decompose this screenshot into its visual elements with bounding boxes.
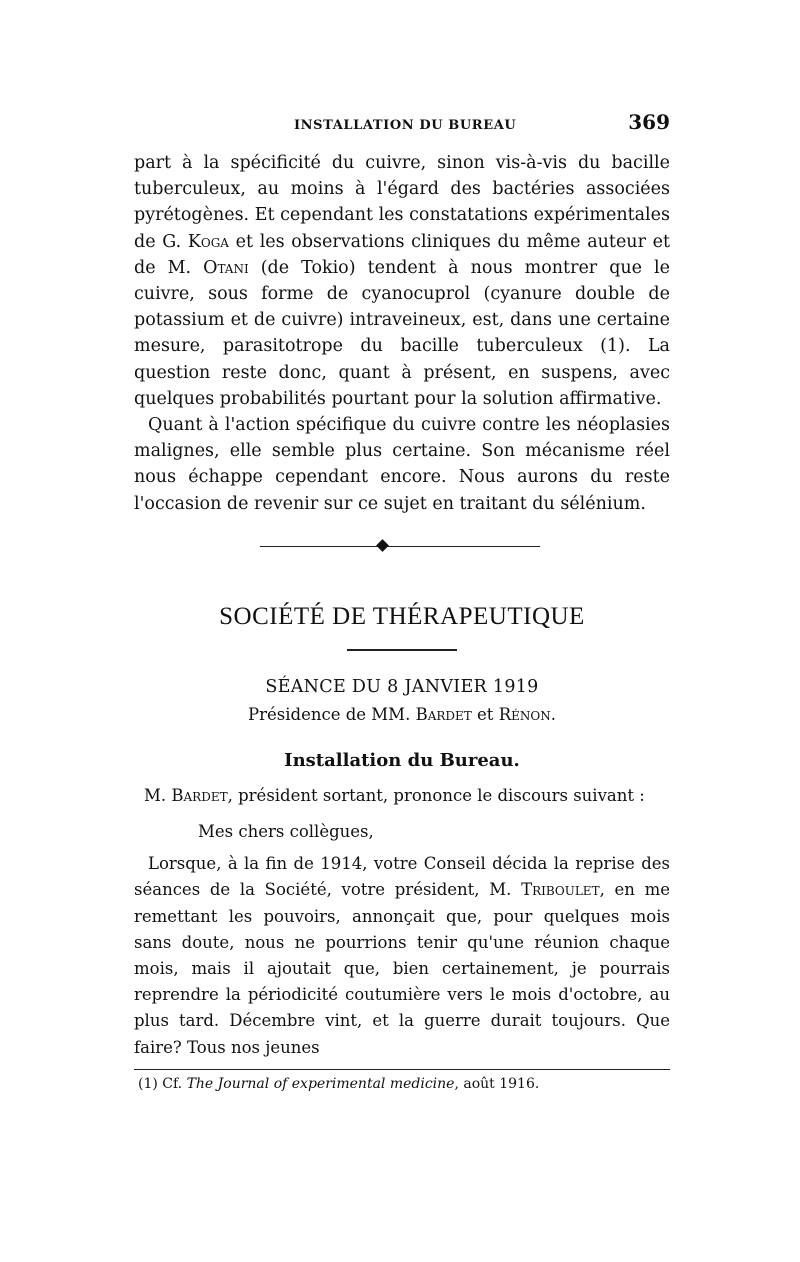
paragraph1-text-3: (de Tokio) tendent à nous montrer que le cuivre, sous forme de cyanocuprol (cyanure double de potassium et de cuivre) intraveineux, est, dans une certaine mesure, parasitotrope du bacille tuberculeux (1). La question reste donc, quant à présent, en suspens, avec quelques probabilités pourtant pour la solution affirmative. (134, 257, 670, 409)
footnote-rule (134, 1069, 670, 1071)
footnote-journal: The Journal of experimental medicine (186, 1076, 455, 1093)
diamond-icon (376, 539, 389, 552)
meeting-minutes (134, 783, 670, 1061)
speech-text-2: , en me remettant les pouvoirs, annonçait que, pour quelques mois sans doute, nous ne pourrions tenir qu'une réunion chaque mois, mais il ajoutait que, bien certainement, je pourrais reprendre la périodicité coutumière vers le mois d'octobre, au plus tard. Décembre vint, et la guerre durait toujours. Que faire? Tous nos jeunes (134, 880, 671, 1057)
opening-prefix: M. (144, 785, 172, 805)
page-number: 369 (628, 110, 670, 134)
presidence-prefix: Présidence de MM. (248, 704, 416, 724)
author-koga: Koga (187, 231, 229, 252)
speaker-bardet: Bardet (171, 785, 228, 805)
session-title: SÉANCE DU 8 JANVIER 1919 (265, 676, 539, 697)
speech-text-1: Lorsque, à la fin de 1914, votre Conseil décida la reprise des séances de la Société, votre président, M. (134, 854, 670, 900)
running-title: INSTALLATION DU BUREAU (294, 118, 517, 133)
speech-salutation: Mes chers collègues, (198, 822, 374, 842)
paragraph1-text-2: et les observations cliniques du même auteur et de M. (134, 231, 670, 278)
president-bardet: Bardet (415, 704, 472, 724)
president-renon: Rénon (498, 704, 551, 724)
author-otani: Otani (203, 257, 249, 278)
section-ornament (134, 535, 670, 559)
session-presidence (134, 705, 670, 724)
speech-paragraph (134, 851, 670, 1061)
paragraph-copper-neoplasia: Quant à l'action spécifique du cuivre contre les néoplasies malignes, elle semble plus certaine. Son mécanisme réel nous échappe cependant encore. Nous aurons du reste l'occasion de revenir sur ce sujet en traitant du sélénium. (134, 415, 670, 514)
section-heading: Installation du Bureau. (284, 749, 520, 771)
footnote-date: , août 1916. (454, 1076, 540, 1093)
society-title: SOCIÉTÉ DE THÉRAPEUTIQUE (219, 602, 585, 630)
presidence-suffix: . (550, 704, 556, 724)
running-head (134, 110, 670, 140)
title-rule (347, 649, 457, 651)
paragraph-copper-tuberculosis (134, 150, 670, 412)
minutes-opening (134, 783, 670, 809)
presidence-join: et (471, 704, 499, 724)
footnote (134, 1076, 670, 1092)
book-page (134, 110, 670, 1092)
ornament-line (260, 546, 540, 548)
body-text (134, 150, 670, 517)
paragraph1-text-1: part à la spécificité du cuivre, sinon vis-à-vis du bacille tuberculeux, au moins à l'égard des bactéries associées pyrétogènes. Et cependant les constatations expérimentales de G. (134, 153, 670, 252)
footnote-marker: (1) Cf. (138, 1076, 187, 1093)
president-triboulet: Triboulet (521, 880, 600, 900)
opening-text: , président sortant, prononce le discours suivant : (227, 785, 645, 805)
